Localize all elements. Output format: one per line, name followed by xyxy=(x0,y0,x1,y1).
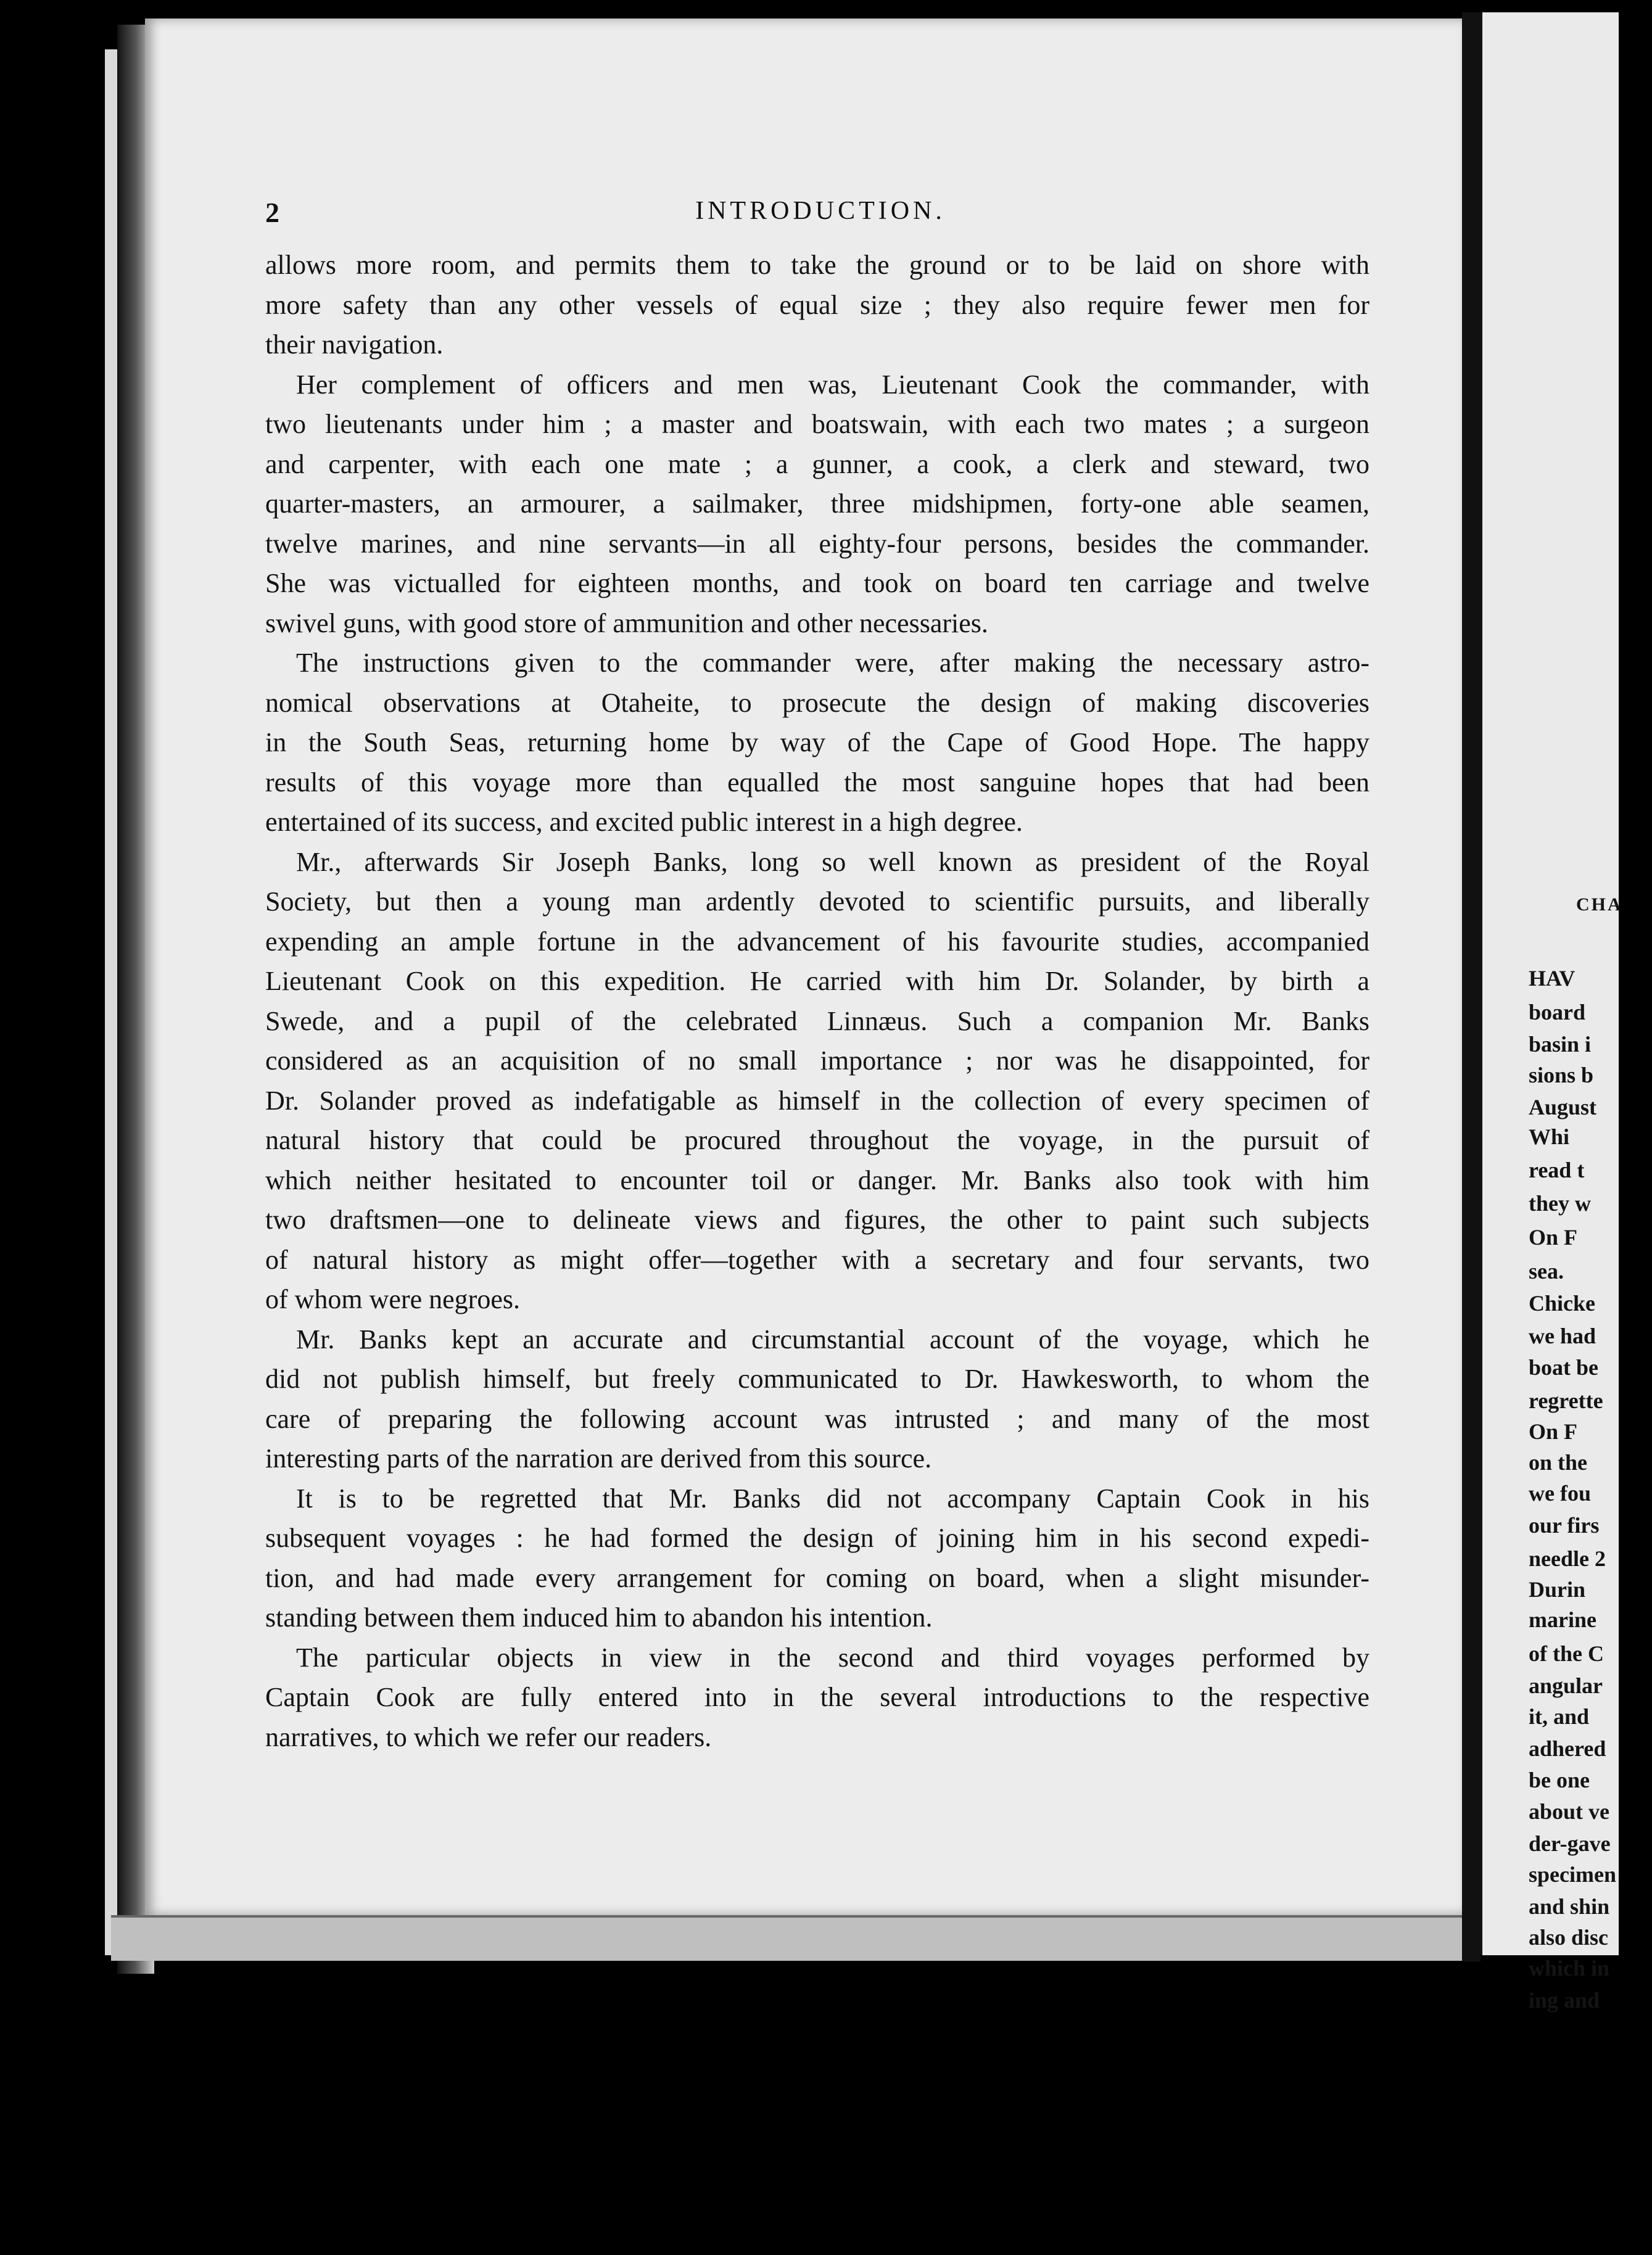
text-line: Society, but then a young man ardently devoted to scientific pursuits, and liberally xyxy=(265,886,1369,917)
right-page-fragment: Chicke xyxy=(1529,1291,1595,1316)
right-page-fragment: regrette xyxy=(1529,1388,1603,1413)
right-page-fragment: Durin xyxy=(1529,1577,1586,1602)
right-page-fragment: our firs xyxy=(1529,1513,1600,1538)
right-page-fragment: which in xyxy=(1529,1956,1610,1981)
text-line: did not publish himself, but freely communicated to Dr. Hawkesworth, to whom the xyxy=(265,1364,1369,1394)
text-line: She was victualled for eighteen months, and took on board ten carriage and twelve xyxy=(265,568,1369,598)
text-line: tion, and had made every arrangement for coming on board, when a slight misunder- xyxy=(265,1562,1369,1593)
text-line: The particular objects in view in the second and third voyages performed by xyxy=(296,1642,1369,1673)
page-bottom-edge xyxy=(111,1915,1481,1961)
text-line: swivel guns, with good store of ammunition and other necessaries. xyxy=(265,608,988,638)
text-line: of natural history as might offer—together with a secretary and four servants, two xyxy=(265,1244,1369,1275)
text-line: results of this voyage more than equalled the most sanguine hopes that had been xyxy=(265,767,1369,798)
right-page-fragment: and shin xyxy=(1529,1894,1610,1919)
text-line: quarter-masters, an armourer, a sailmaker, three midshipmen, forty-one able seamen, xyxy=(265,489,1369,519)
text-line: more safety than any other vessels of equal size ; they also require fewer men for xyxy=(265,289,1369,320)
page-header xyxy=(265,196,1376,233)
body-text xyxy=(265,245,1369,1757)
right-page-fragment: read t xyxy=(1529,1158,1585,1182)
text-line: interesting parts of the narration are derived from this source. xyxy=(265,1443,932,1474)
right-page-fragment: angular xyxy=(1529,1673,1603,1698)
text-line: expending an ample fortune in the advancement of his favourite studies, accompanied xyxy=(265,926,1369,957)
text-line: subsequent voyages : he had formed the design of joining him in his second expedi- xyxy=(265,1523,1369,1553)
right-page-fragment: about ve xyxy=(1529,1799,1610,1824)
text-line: Swede, and a pupil of the celebrated Linnæus. Such a companion Mr. Banks xyxy=(265,1005,1369,1036)
text-line: natural history that could be procured throughout the voyage, in the pursuit of xyxy=(265,1125,1369,1155)
text-line: their navigation. xyxy=(265,329,444,360)
right-page-fragment: boat be xyxy=(1529,1355,1599,1380)
text-line: two draftsmen—one to delineate views and figures, the other to paint such subjects xyxy=(265,1205,1369,1235)
text-line: two lieutenants under him ; a master and boatswain, with each two mates ; a surgeon xyxy=(265,409,1369,439)
right-page-fragment: sions b xyxy=(1529,1063,1594,1087)
right-page-heading: CHA xyxy=(1576,894,1623,915)
text-line: of whom were negroes. xyxy=(265,1284,520,1314)
right-page-fragment: On F xyxy=(1529,1225,1578,1250)
text-line: care of preparing the following account was intrusted ; and many of the most xyxy=(265,1403,1369,1434)
right-page-fragment: on the xyxy=(1529,1450,1588,1475)
right-page-fragment: they w xyxy=(1529,1191,1591,1216)
right-page-fragment: adhered xyxy=(1529,1736,1606,1761)
right-page-fragment: specimen xyxy=(1529,1862,1616,1887)
text-line: and carpenter, with each one mate ; a gunner, a cook, a clerk and steward, two xyxy=(265,448,1369,479)
right-page-fragment: basin i xyxy=(1529,1032,1592,1057)
right-page-fragment: it, and xyxy=(1529,1704,1590,1729)
running-head: INTRODUCTION. xyxy=(695,197,946,225)
right-page-fragment: Whi xyxy=(1529,1124,1570,1149)
text-line: entertained of its success, and excited public interest in a high degree. xyxy=(265,807,1023,837)
text-line: Lieutenant Cook on this expedition. He carried with him Dr. Solander, by birth a xyxy=(265,966,1369,996)
text-line: Mr., afterwards Sir Joseph Banks, long so well known as president of the Royal xyxy=(296,846,1369,877)
right-page-fragment: we fou xyxy=(1529,1481,1591,1506)
text-line: in the South Seas, returning home by way of the Cape of Good Hope. The happy xyxy=(265,727,1369,757)
right-page-fragment: we had xyxy=(1529,1324,1596,1348)
text-line: allows more room, and permits them to take the ground or to be laid on shore with xyxy=(265,250,1369,280)
right-page-fragment: board xyxy=(1529,1000,1586,1024)
text-line: Dr. Solander proved as indefatigable as himself in the collection of every specimen of xyxy=(265,1085,1369,1116)
text-line: Captain Cook are fully entered into in the several introductions to the respective xyxy=(265,1682,1369,1712)
right-page-fragment: needle 2 xyxy=(1529,1546,1606,1571)
right-page-fragment: der-gave xyxy=(1529,1831,1611,1856)
right-page-fragment: of the C xyxy=(1529,1641,1604,1666)
text-line: standing between them induced him to abandon his intention. xyxy=(265,1602,933,1633)
right-page-fragment: On F xyxy=(1529,1419,1578,1444)
text-line: considered as an acquisition of no small importance ; nor was he disappointed, for xyxy=(265,1045,1369,1076)
right-page-fragment: be one xyxy=(1529,1768,1590,1792)
right-page-fragment: ing and xyxy=(1529,1988,1600,2013)
page-number: 2 xyxy=(265,197,279,228)
text-line: It is to be regretted that Mr. Banks did not accompany Captain Cook in his xyxy=(296,1483,1369,1514)
text-line: which neither hesitated to encounter toil or danger. Mr. Banks also took with him xyxy=(265,1165,1369,1195)
text-line: The instructions given to the commander were, after making the necessary astro- xyxy=(296,648,1369,678)
text-line: Mr. Banks kept an accurate and circumstantial account of the voyage, which he xyxy=(296,1324,1369,1354)
right-page-fragment: August xyxy=(1529,1095,1597,1119)
text-line: narratives, to which we refer our readers. xyxy=(265,1721,712,1752)
text-line: twelve marines, and nine servants—in all eighty-four persons, besides the commander. xyxy=(265,528,1369,559)
text-line: Her complement of officers and men was, Lieutenant Cook the commander, with xyxy=(296,369,1369,400)
text-line: nomical observations at Otaheite, to prosecute the design of making discoveries xyxy=(265,687,1369,718)
right-page-fragment: HAV xyxy=(1529,966,1576,991)
right-page-fragment: marine xyxy=(1529,1607,1596,1632)
right-page-fragment: also disc xyxy=(1529,1925,1609,1950)
right-page-fragment: sea. xyxy=(1529,1259,1564,1284)
